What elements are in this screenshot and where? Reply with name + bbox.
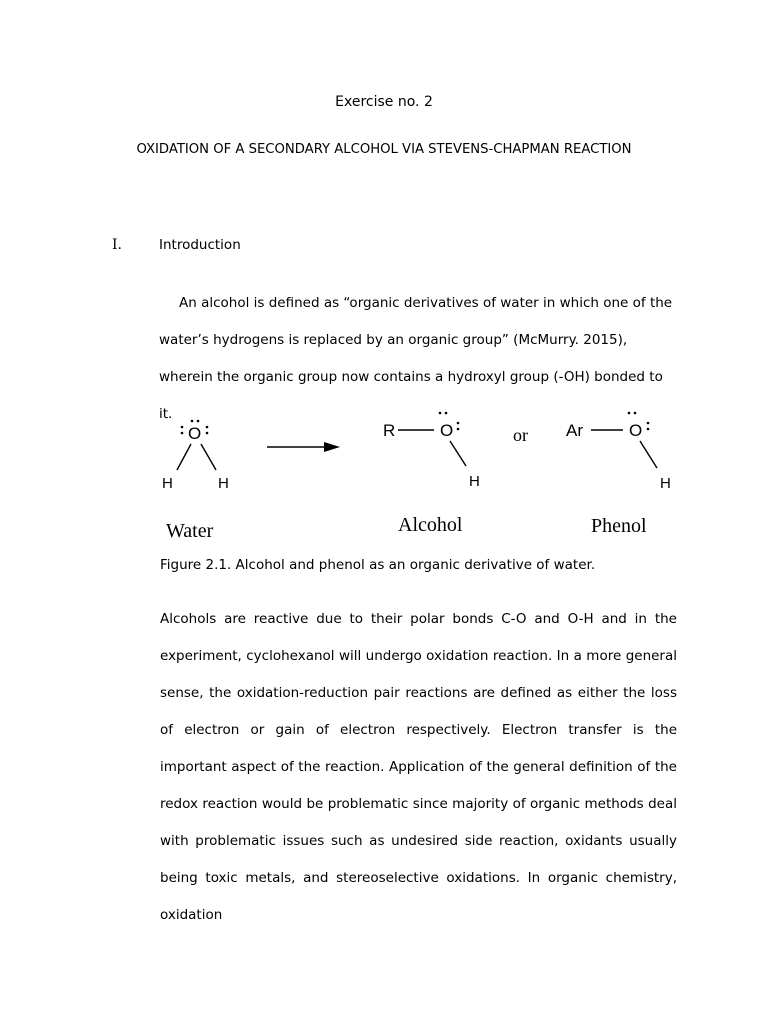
reaction-arrow	[267, 442, 340, 452]
oh-bond	[640, 441, 657, 468]
water-hydrogen-label: H	[218, 475, 229, 492]
lone-pair-dot	[647, 422, 650, 425]
section-title: Introduction	[159, 237, 241, 253]
exercise-title: Exercise no. 2	[335, 94, 433, 110]
exercise-subtitle: OXIDATION OF A SECONDARY ALCOHOL VIA STEVENS-CHAPMAN REACTION	[136, 142, 632, 157]
water-molecule	[162, 420, 229, 542]
water-hydrogen-label: H	[162, 475, 173, 492]
lone-pair-dot	[206, 432, 209, 435]
water-oxygen-label: O	[188, 424, 202, 443]
alcohol-label: Alcohol	[398, 514, 463, 536]
lone-pair-dot	[445, 412, 448, 415]
body-paragraph: Alcohols are reactive due to their polar bonds C-O and O-H and in the experiment, cyclohexanol will undergo oxidation reaction. In a more general sense, the oxidation-reduction pair reactions are defined as either the loss of electron or gain of electron respectively. Electron transfer is the important aspect of the reaction. Application of the general definition of the redox reaction would be problematic since majority of organic methods deal with problematic issues such as undesired side reaction, oxidants usually being toxic metals, and stereoselective oxidations. In organic chemistry, oxidation	[160, 611, 677, 923]
phenol-ar-label: Ar	[566, 421, 583, 440]
lone-pair-dot	[457, 422, 460, 425]
lone-pair-dot	[457, 428, 460, 431]
lone-pair-dot	[191, 420, 194, 423]
phenol-molecule	[566, 412, 671, 537]
phenol-hydrogen-label: H	[660, 475, 671, 492]
lone-pair-dot	[197, 420, 200, 423]
phenol-label: Phenol	[591, 515, 647, 537]
oh-bond	[177, 444, 191, 470]
lone-pair-dot	[634, 412, 637, 415]
lone-pair-dot	[439, 412, 442, 415]
alcohol-oxygen-label: O	[440, 421, 454, 440]
alcohol-molecule	[383, 412, 480, 536]
lone-pair-dot	[628, 412, 631, 415]
intro-paragraph-text: An alcohol is defined as “organic derivatives of water in which one of the water’s hydrogens is replaced by an organic group” (McMurry. 2015), wherein the organic group now contains a hydroxyl group (-OH) bonded to it.	[159, 295, 673, 422]
alcohol-r-label: R	[383, 421, 396, 440]
lone-pair-dot	[647, 428, 650, 431]
lone-pair-dot	[181, 426, 184, 429]
arrow-head	[324, 442, 340, 452]
lone-pair-dot	[206, 426, 209, 429]
figure-caption: Figure 2.1. Alcohol and phenol as an organic derivative of water.	[160, 557, 596, 573]
alcohol-hydrogen-label: H	[469, 473, 480, 490]
oh-bond	[450, 441, 466, 466]
or-text: or	[513, 425, 528, 445]
phenol-oxygen-label: O	[629, 421, 643, 440]
section-number: I.	[112, 237, 122, 253]
oh-bond	[201, 444, 216, 470]
water-label: Water	[166, 520, 214, 542]
alcohol-phenol-figure	[140, 400, 700, 550]
lone-pair-dot	[181, 432, 184, 435]
